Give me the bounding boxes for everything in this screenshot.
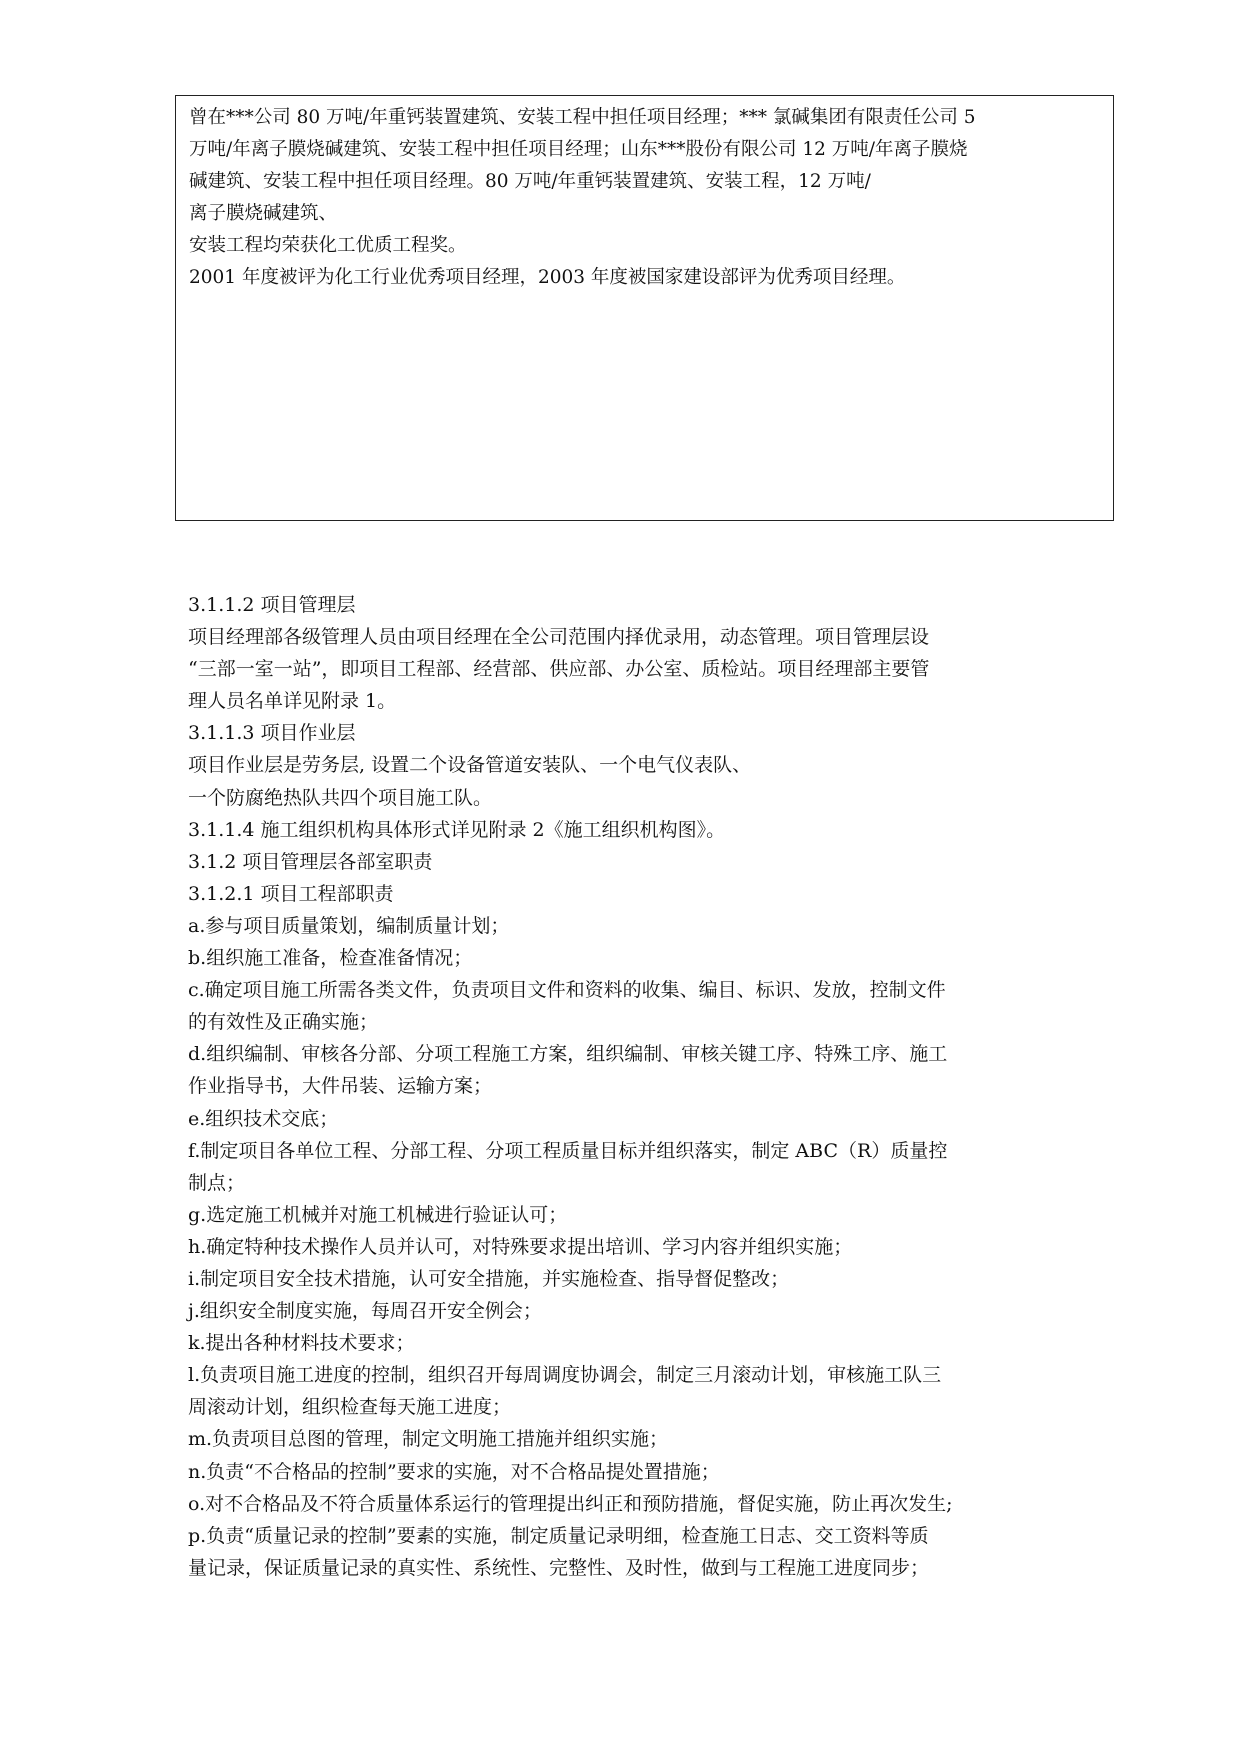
list-item: a.参与项目质量策划，编制质量计划；	[188, 914, 510, 937]
list-item-continuation: 周滚动计划，组织检查每天施工进度；	[188, 1396, 512, 1419]
list-item: i.制定项目安全技术措施，认可安全措施，并实施检查、指导督促整改；	[188, 1267, 790, 1290]
list-item: j.组织安全制度实施，每周召开安全例会；	[188, 1300, 542, 1323]
paragraph-line: 项目经理部各级管理人员由项目经理在全公司范围内择优录用，动态管理。项目管理层设	[188, 626, 930, 649]
list-item: m.负责项目总图的管理，制定文明施工措施并组织实施；	[188, 1428, 669, 1451]
list-item: h.确定特种技术操作人员并认可，对特殊要求提出培训、学习内容并组织实施；	[188, 1235, 853, 1258]
list-item: e.组织技术交底；	[188, 1107, 339, 1130]
resume-line: 万吨/年离子膜烧碱建筑、安装工程中担任项目经理；山东***股份有限公司 12 万吨/年离子膜烧	[189, 139, 968, 160]
list-item: d.组织编制、审核各分部、分项工程施工方案，组织编制、审核关键工序、特殊工序、施工	[188, 1043, 948, 1066]
list-item-continuation: 的有效性及正确实施；	[188, 1011, 379, 1034]
resume-line: 曾在***公司 80 万吨/年重钙装置建筑、安装工程中担任项目经理；*** 氯碱集团有限责任公司 5	[189, 107, 976, 128]
paragraph-line: 项目作业层是劳务层, 设置二个设备管道安装队、一个电气仪表队、	[188, 754, 752, 777]
section-heading: 3.1.2.1 项目工程部职责	[188, 882, 394, 905]
section-heading: 3.1.1.3 项目作业层	[188, 722, 356, 745]
resume-line: 2001 年度被评为化工行业优秀项目经理，2003 年度被国家建设部评为优秀项目经理。	[189, 267, 906, 288]
list-item: n.负责“不合格品的控制”要求的实施，对不合格品提处置措施；	[188, 1460, 720, 1483]
resume-line: 离子膜烧碱建筑、	[189, 203, 338, 224]
list-item: o.对不合格品及不符合质量体系运行的管理提出纠正和预防措施，督促实施，防止再次发生;	[188, 1492, 953, 1515]
paragraph-line: 理人员名单详见附录 1。	[188, 690, 397, 713]
list-item: l.负责项目施工进度的控制，组织召开每周调度协调会，制定三月滚动计划，审核施工队三	[188, 1364, 942, 1387]
list-item-continuation: 量记录，保证质量记录的真实性、系统性、完整性、及时性，做到与工程施工进度同步；	[188, 1556, 930, 1579]
list-item: b.组织施工准备，检查准备情况；	[188, 947, 473, 970]
resume-text-box	[175, 95, 1114, 521]
list-item: g.选定施工机械并对施工机械进行验证认可；	[188, 1203, 568, 1226]
list-item: f.制定项目各单位工程、分部工程、分项工程质量目标并组织落实，制定 ABC（R）质量控	[188, 1139, 948, 1162]
list-item: c.确定项目施工所需各类文件，负责项目文件和资料的收集、编目、标识、发放，控制文件	[188, 979, 946, 1002]
list-item: k.提出各种材料技术要求；	[188, 1332, 415, 1355]
paragraph-line: 一个防腐绝热队共四个项目施工队。	[188, 786, 493, 809]
paragraph-line: “三部一室一站”，即项目工程部、经营部、供应部、办公室、质检站。项目经理部主要管	[188, 658, 930, 681]
section-heading: 3.1.2 项目管理层各部室职责	[188, 850, 433, 873]
list-item-continuation: 制点；	[188, 1171, 246, 1194]
resume-line: 碱建筑、安装工程中担任项目经理。80 万吨/年重钙装置建筑、安装工程，12 万吨/	[189, 171, 871, 192]
document-body	[188, 589, 1088, 1584]
section-heading: 3.1.1.2 项目管理层	[188, 594, 356, 616]
list-item-continuation: 作业指导书，大件吊装、运输方案；	[188, 1075, 493, 1098]
resume-line: 安装工程均荣获化工优质工程奖。	[189, 235, 467, 256]
section-heading: 3.1.1.4 施工组织机构具体形式详见附录 2《施工组织机构图》。	[188, 818, 726, 841]
list-item: p.负责“质量记录的控制”要素的实施，制定质量记录明细，检查施工日志、交工资料等质	[188, 1524, 929, 1547]
